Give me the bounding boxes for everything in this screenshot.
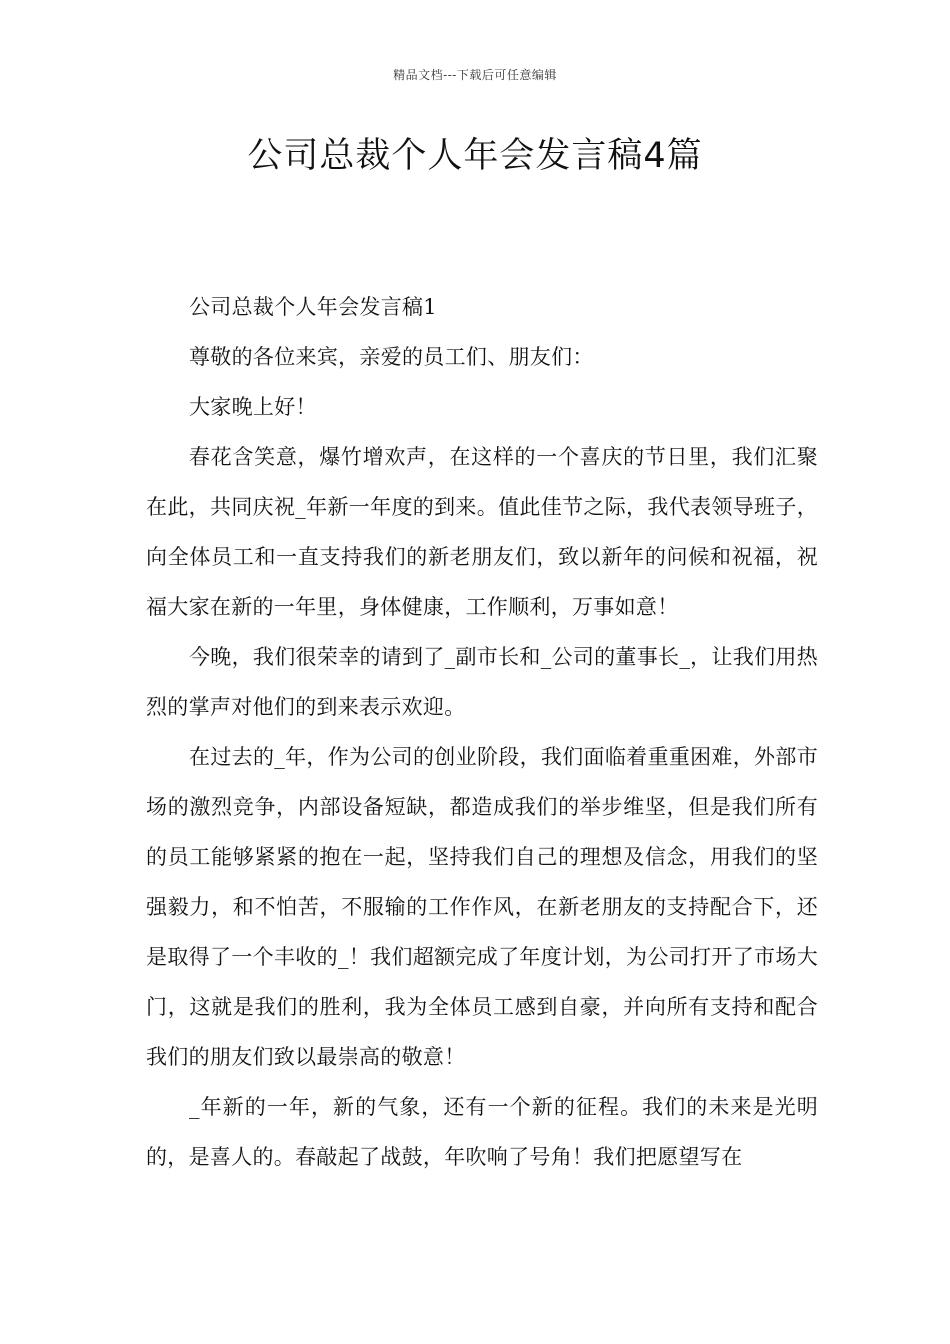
- paragraph: 在过去的_年，作为公司的创业阶段，我们面临着重重困难，外部市场的激烈竞争，内部设备短缺，都造成我们的举步维坚，但是我们所有的员工能够紧紧的抱在一起，坚持我们自己的理想及信念，用我们的坚强毅力，和不怕苦，不服输的工作作风，在新老朋友的支持配合下，还是取得了一个丰收的_！我们超额完成了年度计划，为公司打开了市场大门，这就是我们的胜利，我为全体员工感到自豪，并向所有支持和配合我们的朋友们致以最崇高的敬意！: [146, 745, 818, 1069]
- salutation: 尊敬的各位来宾，亲爱的员工们、朋友们：: [189, 345, 594, 369]
- speech-heading: 公司总裁个人年会发言稿1: [189, 295, 437, 319]
- document-body: [146, 282, 818, 1182]
- header-note: 精品文档---下载后可任意编辑: [393, 68, 557, 82]
- greeting: 大家晚上好！: [189, 395, 317, 419]
- paragraph: 春花含笑意，爆竹增欢声，在这样的一个喜庆的节日里，我们汇聚在此，共同庆祝_年新一年度的到来。值此佳节之际，我代表领导班子，向全体员工和一直支持我们的新老朋友们，致以新年的问候和祝福，祝福大家在新的一年里，身体健康，工作顺利，万事如意！: [146, 445, 818, 619]
- paragraph: 今晚，我们很荣幸的请到了_副市长和_公司的董事长_，让我们用热烈的掌声对他们的到来表示欢迎。: [146, 645, 818, 719]
- document-title: 公司总裁个人年会发言稿4篇: [247, 136, 703, 176]
- paragraph: _年新的一年，新的气象，还有一个新的征程。我们的未来是光明的，是喜人的。春敲起了战鼓，年吹响了号角！我们把愿望写在: [146, 1095, 818, 1169]
